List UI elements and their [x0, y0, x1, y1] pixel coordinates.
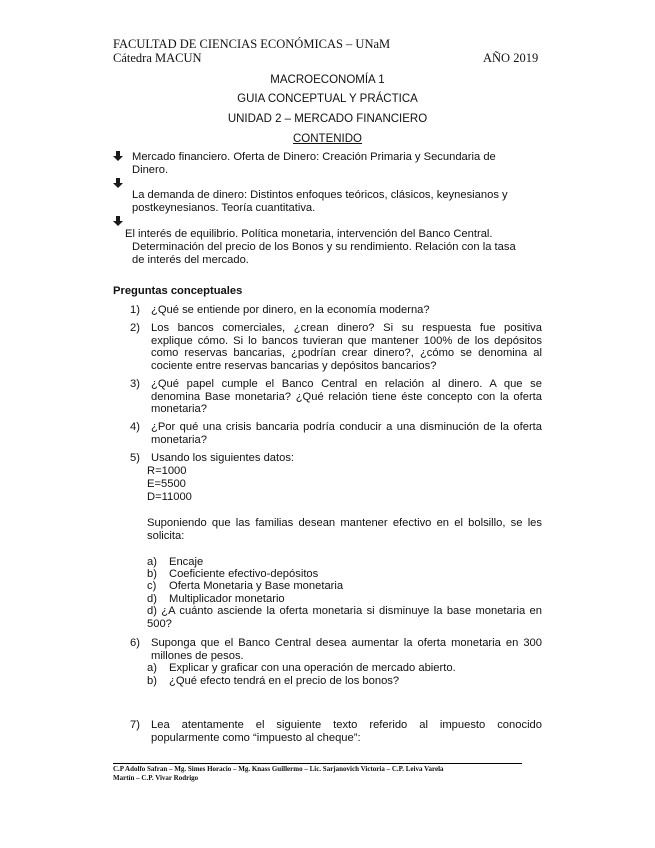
question-number: 4): [130, 421, 140, 433]
footer-line-2: Martín – C.P. Vivar Rodrigo: [113, 774, 199, 782]
data-value-d: D=11000: [147, 491, 192, 503]
question-2-line: Los bancos comerciales, ¿crean dinero? Si su respuesta fue positiva: [151, 322, 542, 334]
question-3-line: monetaria?: [151, 403, 207, 416]
data-value-e: E=5500: [147, 478, 186, 490]
contents-item-2-cont: postkeynesianos. Teoría cuantitativa.: [132, 202, 316, 214]
arrow-down-icon: [113, 178, 123, 188]
question-2-line: como reservas bancarias, ¿podrían crear dinero?, ¿cómo se denomina al: [151, 347, 542, 360]
contents-item-2-line: La demanda de dinero: Distintos enfoques teóricos, clásicos, keynesianos y: [132, 189, 508, 201]
contents-item-3-cont2: de interés del mercado.: [132, 254, 249, 266]
sub-item-text: Encaje: [169, 556, 204, 568]
question-7-block: [151, 719, 542, 744]
question-6-block: [151, 637, 542, 662]
question-3-block: [151, 378, 542, 416]
sub-item-text: Multiplicador monetario: [169, 593, 285, 605]
sub-item-label: b): [147, 675, 157, 687]
question-2-line: cociente entre reservas bancarias y depósitos bancarios?: [151, 359, 437, 372]
contents-heading: [0, 132, 655, 146]
sub-item-label: a): [147, 556, 157, 568]
sub-item-text: Coeficiente efectivo-depósitos: [169, 568, 319, 580]
question-1-text: ¿Qué se entiende por dinero, en la economía moderna?: [151, 304, 430, 316]
sub-item-label: a): [147, 662, 157, 674]
sub-item-text: Oferta Monetaria y Base monetaria: [169, 580, 344, 592]
question-number: 7): [130, 719, 140, 731]
data-value-r: R=1000: [147, 465, 187, 477]
contents-item-3-cont: Determinación del precio de los Bonos y su rendimiento. Relación con la tasa: [132, 241, 516, 253]
contents-item-2: [132, 189, 542, 202]
question-number: 3): [130, 378, 140, 390]
contents-item-1: [132, 151, 542, 164]
course-title: MACROECONOMÍA 1: [270, 74, 385, 86]
footer-divider: [113, 763, 522, 764]
question-4-line: monetaria?: [151, 433, 207, 446]
contents-item-1-cont: Dinero.: [132, 164, 169, 176]
year-label: AÑO 2019: [483, 51, 539, 65]
question-7-line: popularmente como “impuesto al cheque”:: [151, 731, 361, 744]
question-2-line: explique cómo. Si lo bancos tuvieran que mantener 100% de los depósitos: [151, 334, 542, 347]
guide-title: GUIA CONCEPTUAL Y PRÁCTICA: [237, 93, 418, 105]
question-5-intro-line: solicita:: [147, 529, 185, 542]
question-5-intro-line: Suponiendo que las familias desean mantener efectivo en el bolsillo, se les: [147, 517, 542, 529]
unit-title: UNIDAD 2 – MERCADO FINANCIERO: [227, 113, 428, 125]
arrow-down-icon: [113, 216, 123, 226]
sub-item-text: ¿Qué efecto tendrá en el precio de los bonos?: [169, 675, 400, 687]
contents-item-1-line: Mercado financiero. Oferta de Dinero: Creación Primaria y Secundaria de: [132, 151, 496, 163]
question-5-extra-line: d) ¿A cuánto asciende la oferta monetaria si disminuye la base monetaria en: [147, 605, 542, 617]
contents-item-3: El interés de equilibrio. Política monetaria, intervención del Banco Central.: [125, 228, 493, 240]
arrow-down-icon: [113, 151, 123, 161]
footer-line-1: C.P Adolfo Safran – Mg. Simes Horacio – Mg. Knass Guillermo – Lic. Sarjanovich Victoria – C.P. Leiva Varela: [113, 765, 444, 773]
question-number: 5): [130, 452, 140, 464]
sub-item-label: d): [147, 593, 157, 605]
question-3-line: denomina Base monetaria? ¿Qué relación tiene éste concepto con la oferta: [151, 390, 542, 403]
sub-item-label: c): [147, 580, 157, 592]
question-4-line: ¿Por qué una crisis bancaria podría conducir a una disminución de la oferta: [151, 421, 542, 433]
sub-item-text: Explicar y graficar con una operación de mercado abierto.: [169, 662, 456, 674]
question-number: 6): [130, 637, 140, 649]
question-number: 1): [130, 304, 140, 316]
chair-name: Cátedra MACUN: [113, 51, 202, 65]
question-5-text: Usando los siguientes datos:: [151, 452, 295, 464]
contents-heading-text: CONTENIDO: [293, 133, 362, 145]
question-5-extra: [147, 605, 542, 630]
section-title: Preguntas conceptuales: [113, 285, 243, 297]
question-4-block: [151, 421, 542, 446]
faculty-title: FACULTAD DE CIENCIAS ECONÓMICAS – UNaM: [113, 37, 391, 51]
question-3-line: ¿Qué papel cumple el Banco Central en relación al dinero. A que se: [151, 378, 542, 390]
question-6-line: Suponga que el Banco Central desea aumentar la oferta monetaria en 300: [151, 637, 542, 649]
sub-item-label: b): [147, 568, 157, 580]
question-5-intro: [147, 517, 542, 542]
question-2-block: [151, 322, 542, 372]
question-5-extra-line: 500?: [147, 617, 172, 630]
question-7-line: Lea atentamente el siguiente texto referido al impuesto conocido: [151, 719, 542, 731]
question-6-line: millones de pesos.: [151, 649, 244, 662]
question-number: 2): [130, 322, 140, 334]
